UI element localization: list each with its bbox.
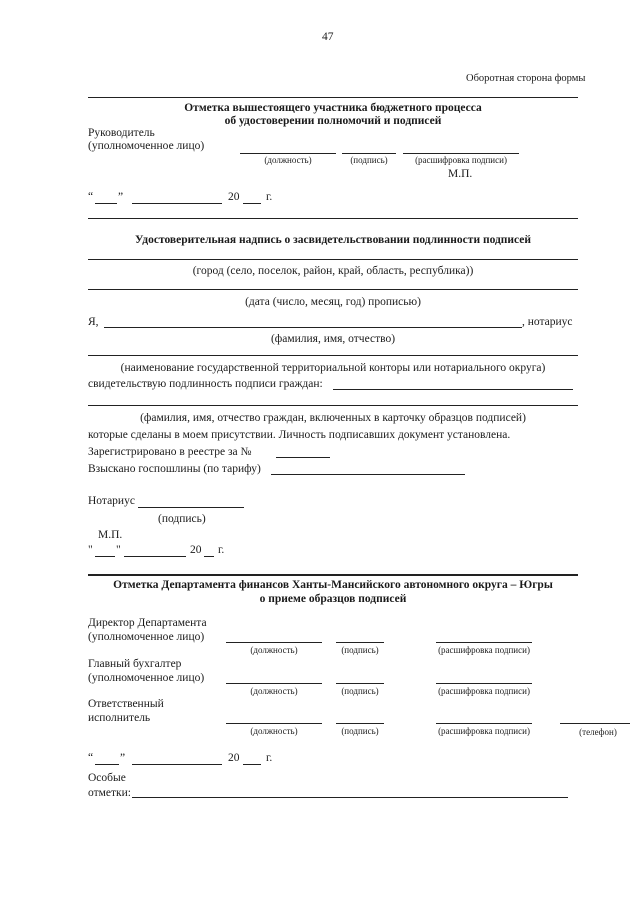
head-role-line1: Руководитель xyxy=(88,127,155,139)
date-open-quote: " xyxy=(88,544,93,556)
date-year-line[interactable] xyxy=(243,764,261,765)
date-open-quote: “ xyxy=(88,191,94,203)
head-position-caption: (должность) xyxy=(264,155,312,165)
accountant-signature-line[interactable] xyxy=(336,683,384,684)
notes-label-line1: Особые xyxy=(88,772,126,784)
city-caption: (город (село, поселок, район, край, область, республика)) xyxy=(192,265,474,277)
registry-number-line[interactable] xyxy=(276,457,330,458)
notary-label: Нотариус xyxy=(88,495,135,507)
date-close-quote: ” xyxy=(118,191,124,203)
director-label-line2: (уполномоченное лицо) xyxy=(88,631,205,643)
date-day-line[interactable] xyxy=(95,764,119,765)
section2-seal: М.П. xyxy=(98,529,123,541)
date-year-line[interactable] xyxy=(243,203,261,204)
section2-title: Удостоверительная надпись о засвидетельствовании подлинности подписей xyxy=(134,234,532,246)
date-year-prefix: 20 xyxy=(228,752,240,764)
director-signature-line[interactable] xyxy=(336,642,384,643)
notary-name-line[interactable] xyxy=(104,327,522,328)
director-decoding-caption: (расшифровка подписи) xyxy=(438,645,530,655)
office-line[interactable] xyxy=(88,355,578,356)
date-close-quote: " xyxy=(116,544,121,556)
date-day-line[interactable] xyxy=(95,556,115,557)
notary-signature-caption: (подпись) xyxy=(158,513,206,525)
executor-position-caption: (должность) xyxy=(250,726,298,736)
director-position-line[interactable] xyxy=(226,642,322,643)
form-side-note: Оборотная сторона формы xyxy=(466,73,586,84)
director-signature-caption: (подпись) xyxy=(341,645,379,655)
director-position-caption: (должность) xyxy=(250,645,298,655)
date-words-caption: (дата (число, месяц, год) прописью) xyxy=(245,296,421,308)
accountant-position-line[interactable] xyxy=(226,683,322,684)
certify-label: свидетельствую подлинность подписи граждан: xyxy=(88,378,323,390)
accountant-label-line2: (уполномоченное лицо) xyxy=(88,672,205,684)
head-position-line[interactable] xyxy=(240,153,336,154)
notes-line[interactable] xyxy=(132,797,568,798)
date-day-line[interactable] xyxy=(95,203,117,204)
executor-decoding-line[interactable] xyxy=(436,723,532,724)
date-year-prefix: 20 xyxy=(228,191,240,203)
date-year-prefix: 20 xyxy=(190,544,202,556)
head-signature-line[interactable] xyxy=(342,153,396,154)
date-open-quote: “ xyxy=(88,752,94,764)
date-month-line[interactable] xyxy=(132,203,222,204)
executor-label-line2: исполнитель xyxy=(88,712,151,724)
citizens-line-1[interactable] xyxy=(333,389,573,390)
presence-text: которые сделаны в моем присутствии. Личность подписавших документ установлена. xyxy=(88,429,511,441)
accountant-decoding-caption: (расшифровка подписи) xyxy=(438,686,530,696)
date-year-suffix: г. xyxy=(266,191,273,203)
section1-seal: М.П. xyxy=(448,168,473,180)
head-role-line2: (уполномоченное лицо) xyxy=(88,140,205,152)
head-decoding-caption: (расшифровка подписи) xyxy=(415,155,507,165)
date-words-line[interactable] xyxy=(88,289,578,290)
section1-bottom-rule xyxy=(88,218,578,219)
date-year-line[interactable] xyxy=(204,556,214,557)
section1-title-line1: Отметка вышестоящего участника бюджетного процесса xyxy=(184,102,482,114)
notary-suffix: , нотариус xyxy=(522,316,573,328)
city-line[interactable] xyxy=(88,259,578,260)
executor-phone-caption: (телефон) xyxy=(579,727,617,737)
page-number: 47 xyxy=(322,31,334,43)
notes-label-line2: отметки: xyxy=(88,787,131,799)
executor-phone-line[interactable] xyxy=(560,723,630,724)
section3-title-line1: Отметка Департамента финансов Ханты-Мансийского автономного округа – Югры xyxy=(113,579,553,591)
notary-signature-line[interactable] xyxy=(138,507,244,508)
date-close-quote: ” xyxy=(120,752,126,764)
executor-position-line[interactable] xyxy=(226,723,322,724)
executor-signature-line[interactable] xyxy=(336,723,384,724)
citizens-line-2[interactable] xyxy=(88,405,578,406)
date-year-suffix: г. xyxy=(218,544,225,556)
fio-caption: (фамилия, имя, отчество) xyxy=(270,333,396,345)
i-label: Я, xyxy=(88,316,99,328)
director-label-line1: Директор Департамента xyxy=(88,617,207,629)
accountant-decoding-line[interactable] xyxy=(436,683,532,684)
executor-decoding-caption: (расшифровка подписи) xyxy=(438,726,530,736)
registered-label: Зарегистрировано в реестре за № xyxy=(88,446,252,458)
citizens-caption: (фамилия, имя, отчество граждан, включенных в карточку образцов подписей) xyxy=(140,412,526,424)
accountant-label-line1: Главный бухгалтер xyxy=(88,658,182,670)
executor-signature-caption: (подпись) xyxy=(341,726,379,736)
section3-top-rule xyxy=(88,574,578,576)
director-decoding-line[interactable] xyxy=(436,642,532,643)
date-month-line[interactable] xyxy=(132,764,222,765)
fee-label: Взыскано госпошлины (по тарифу) xyxy=(88,463,261,475)
accountant-position-caption: (должность) xyxy=(250,686,298,696)
section1-title-line2: об удостоверении полномочий и подписей xyxy=(224,115,442,127)
head-signature-caption: (подпись) xyxy=(350,155,388,165)
top-rule xyxy=(88,97,578,98)
executor-label-line1: Ответственный xyxy=(88,698,164,710)
fee-line[interactable] xyxy=(271,474,465,475)
section3-title-line2: о приеме образцов подписей xyxy=(259,593,407,605)
date-year-suffix: г. xyxy=(266,752,273,764)
accountant-signature-caption: (подпись) xyxy=(341,686,379,696)
date-month-line[interactable] xyxy=(124,556,186,557)
head-decoding-line[interactable] xyxy=(403,153,519,154)
office-caption: (наименование государственной территориальной конторы или нотариального округа) xyxy=(120,362,546,374)
